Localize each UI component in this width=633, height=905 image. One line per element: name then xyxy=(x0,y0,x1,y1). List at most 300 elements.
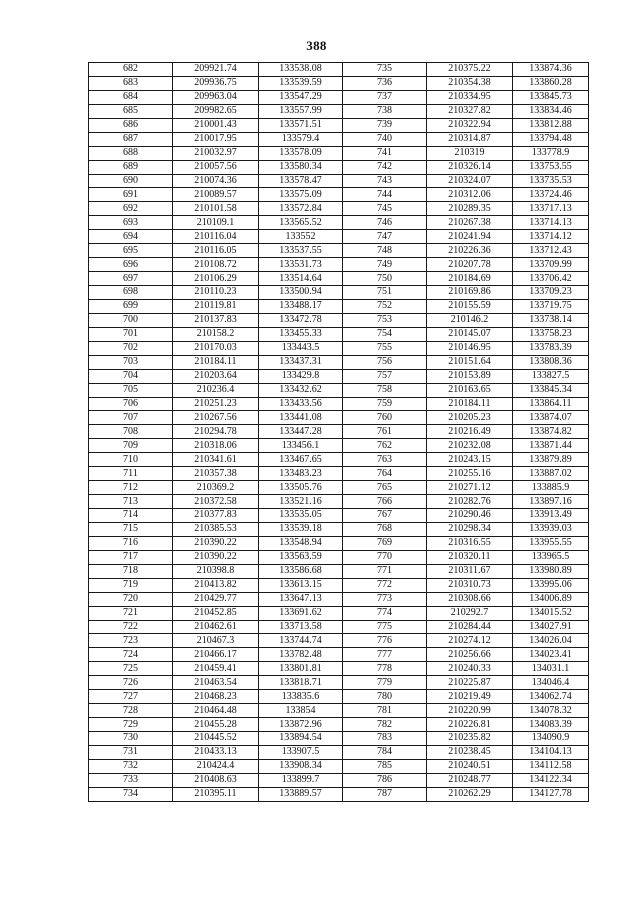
right-point-number-cell: 786 xyxy=(343,773,427,787)
right-x-coordinate-cell: 210320.11 xyxy=(427,550,513,564)
table-row xyxy=(89,355,589,369)
right-x-coordinate-cell: 210282.76 xyxy=(427,495,513,509)
table-row xyxy=(89,216,589,230)
left-point-number-cell: 697 xyxy=(89,272,173,286)
table-row xyxy=(89,634,589,648)
right-y-coordinate-cell: 133709.99 xyxy=(513,258,589,272)
right-y-coordinate-cell: 133794.48 xyxy=(513,132,589,146)
left-x-coordinate-cell: 210251.23 xyxy=(173,397,259,411)
left-point-number-cell: 682 xyxy=(89,63,173,77)
right-point-number-cell: 787 xyxy=(343,787,427,801)
left-y-coordinate-cell: 133579.4 xyxy=(259,132,343,146)
right-point-number-cell: 764 xyxy=(343,467,427,481)
left-x-coordinate-cell: 210119.81 xyxy=(173,299,259,313)
left-y-coordinate-cell: 133801.81 xyxy=(259,662,343,676)
left-x-coordinate-cell: 210466.17 xyxy=(173,648,259,662)
left-x-coordinate-cell: 210455.28 xyxy=(173,718,259,732)
right-y-coordinate-cell: 133864.11 xyxy=(513,397,589,411)
table-row xyxy=(89,718,589,732)
table-row xyxy=(89,773,589,787)
right-point-number-cell: 745 xyxy=(343,202,427,216)
right-point-number-cell: 759 xyxy=(343,397,427,411)
left-x-coordinate-cell: 210413.82 xyxy=(173,578,259,592)
right-point-number-cell: 748 xyxy=(343,244,427,258)
table-row xyxy=(89,160,589,174)
left-point-number-cell: 726 xyxy=(89,676,173,690)
left-point-number-cell: 730 xyxy=(89,732,173,746)
left-y-coordinate-cell: 133571.51 xyxy=(259,118,343,132)
left-y-coordinate-cell: 133505.76 xyxy=(259,481,343,495)
left-point-number-cell: 698 xyxy=(89,286,173,300)
table-row xyxy=(89,578,589,592)
left-point-number-cell: 733 xyxy=(89,773,173,787)
left-x-coordinate-cell: 209936.75 xyxy=(173,76,259,90)
right-x-coordinate-cell: 210334.95 xyxy=(427,90,513,104)
left-y-coordinate-cell: 133432.62 xyxy=(259,383,343,397)
left-point-number-cell: 689 xyxy=(89,160,173,174)
table-row xyxy=(89,411,589,425)
right-x-coordinate-cell: 210220.99 xyxy=(427,704,513,718)
right-point-number-cell: 753 xyxy=(343,313,427,327)
left-y-coordinate-cell: 133691.62 xyxy=(259,606,343,620)
right-point-number-cell: 762 xyxy=(343,439,427,453)
left-point-number-cell: 685 xyxy=(89,104,173,118)
left-x-coordinate-cell: 210385.53 xyxy=(173,522,259,536)
left-y-coordinate-cell: 133907.5 xyxy=(259,745,343,759)
left-x-coordinate-cell: 210294.78 xyxy=(173,425,259,439)
left-point-number-cell: 719 xyxy=(89,578,173,592)
right-point-number-cell: 761 xyxy=(343,425,427,439)
right-point-number-cell: 747 xyxy=(343,230,427,244)
right-point-number-cell: 760 xyxy=(343,411,427,425)
left-x-coordinate-cell: 210452.85 xyxy=(173,606,259,620)
table-row xyxy=(89,383,589,397)
right-y-coordinate-cell: 133980.89 xyxy=(513,564,589,578)
left-y-coordinate-cell: 133539.59 xyxy=(259,76,343,90)
right-x-coordinate-cell: 210163.65 xyxy=(427,383,513,397)
table-row xyxy=(89,467,589,481)
left-y-coordinate-cell: 133429.8 xyxy=(259,369,343,383)
left-y-coordinate-cell: 133782.48 xyxy=(259,648,343,662)
right-x-coordinate-cell: 210241.94 xyxy=(427,230,513,244)
table-row xyxy=(89,272,589,286)
table-row xyxy=(89,648,589,662)
table-row xyxy=(89,564,589,578)
right-point-number-cell: 773 xyxy=(343,592,427,606)
right-y-coordinate-cell: 133860.28 xyxy=(513,76,589,90)
right-point-number-cell: 736 xyxy=(343,76,427,90)
right-point-number-cell: 754 xyxy=(343,327,427,341)
right-x-coordinate-cell: 210240.33 xyxy=(427,662,513,676)
right-y-coordinate-cell: 133995.06 xyxy=(513,578,589,592)
left-y-coordinate-cell: 133472.78 xyxy=(259,313,343,327)
right-y-coordinate-cell: 133939.03 xyxy=(513,522,589,536)
left-point-number-cell: 701 xyxy=(89,327,173,341)
left-x-coordinate-cell: 210468.23 xyxy=(173,690,259,704)
left-x-coordinate-cell: 210089.57 xyxy=(173,188,259,202)
left-point-number-cell: 713 xyxy=(89,495,173,509)
left-point-number-cell: 732 xyxy=(89,759,173,773)
left-y-coordinate-cell: 133441.08 xyxy=(259,411,343,425)
table-row xyxy=(89,704,589,718)
right-y-coordinate-cell: 133845.73 xyxy=(513,90,589,104)
right-y-coordinate-cell: 133965.5 xyxy=(513,550,589,564)
table-row xyxy=(89,592,589,606)
right-x-coordinate-cell: 210225.87 xyxy=(427,676,513,690)
right-x-coordinate-cell: 210375.22 xyxy=(427,63,513,77)
right-x-coordinate-cell: 210205.23 xyxy=(427,411,513,425)
left-y-coordinate-cell: 133713.58 xyxy=(259,620,343,634)
right-y-coordinate-cell: 133735.53 xyxy=(513,174,589,188)
right-x-coordinate-cell: 210324.07 xyxy=(427,174,513,188)
right-x-coordinate-cell: 210232.08 xyxy=(427,439,513,453)
left-y-coordinate-cell: 133565.52 xyxy=(259,216,343,230)
right-point-number-cell: 735 xyxy=(343,63,427,77)
left-x-coordinate-cell: 210158.2 xyxy=(173,327,259,341)
coordinates-table xyxy=(88,62,589,802)
right-point-number-cell: 738 xyxy=(343,104,427,118)
left-x-coordinate-cell: 210398.8 xyxy=(173,564,259,578)
table-row xyxy=(89,522,589,536)
left-point-number-cell: 703 xyxy=(89,355,173,369)
left-point-number-cell: 729 xyxy=(89,718,173,732)
left-point-number-cell: 700 xyxy=(89,313,173,327)
table-row xyxy=(89,439,589,453)
right-x-coordinate-cell: 210312.06 xyxy=(427,188,513,202)
left-point-number-cell: 715 xyxy=(89,522,173,536)
right-y-coordinate-cell: 133887.02 xyxy=(513,467,589,481)
table-row xyxy=(89,258,589,272)
left-y-coordinate-cell: 133563.59 xyxy=(259,550,343,564)
table-row xyxy=(89,299,589,313)
right-y-coordinate-cell: 134015.52 xyxy=(513,606,589,620)
right-point-number-cell: 784 xyxy=(343,745,427,759)
left-x-coordinate-cell: 210377.83 xyxy=(173,509,259,523)
right-x-coordinate-cell: 210310.73 xyxy=(427,578,513,592)
right-point-number-cell: 781 xyxy=(343,704,427,718)
right-x-coordinate-cell: 210284.44 xyxy=(427,620,513,634)
left-x-coordinate-cell: 210108.72 xyxy=(173,258,259,272)
right-point-number-cell: 757 xyxy=(343,369,427,383)
right-x-coordinate-cell: 210207.78 xyxy=(427,258,513,272)
right-x-coordinate-cell: 210316.55 xyxy=(427,536,513,550)
left-point-number-cell: 731 xyxy=(89,745,173,759)
coordinates-table-body xyxy=(89,63,589,802)
right-x-coordinate-cell: 210327.82 xyxy=(427,104,513,118)
left-point-number-cell: 734 xyxy=(89,787,173,801)
right-y-coordinate-cell: 133874.36 xyxy=(513,63,589,77)
table-row xyxy=(89,230,589,244)
right-point-number-cell: 774 xyxy=(343,606,427,620)
left-y-coordinate-cell: 133538.08 xyxy=(259,63,343,77)
left-x-coordinate-cell: 210032.97 xyxy=(173,146,259,160)
table-row xyxy=(89,341,589,355)
table-row xyxy=(89,327,589,341)
right-y-coordinate-cell: 133871.44 xyxy=(513,439,589,453)
left-x-coordinate-cell: 210433.13 xyxy=(173,745,259,759)
right-point-number-cell: 771 xyxy=(343,564,427,578)
right-x-coordinate-cell: 210235.82 xyxy=(427,732,513,746)
right-x-coordinate-cell: 210298.34 xyxy=(427,522,513,536)
left-point-number-cell: 724 xyxy=(89,648,173,662)
table-row xyxy=(89,620,589,634)
table-row xyxy=(89,745,589,759)
right-point-number-cell: 779 xyxy=(343,676,427,690)
left-x-coordinate-cell: 210106.29 xyxy=(173,272,259,286)
left-x-coordinate-cell: 210057.56 xyxy=(173,160,259,174)
right-y-coordinate-cell: 133812.88 xyxy=(513,118,589,132)
table-row xyxy=(89,550,589,564)
right-x-coordinate-cell: 210169.86 xyxy=(427,286,513,300)
left-x-coordinate-cell: 209982.65 xyxy=(173,104,259,118)
right-x-coordinate-cell: 210243.15 xyxy=(427,453,513,467)
right-point-number-cell: 778 xyxy=(343,662,427,676)
right-point-number-cell: 770 xyxy=(343,550,427,564)
table-row xyxy=(89,104,589,118)
left-y-coordinate-cell: 133514.64 xyxy=(259,272,343,286)
left-point-number-cell: 694 xyxy=(89,230,173,244)
right-point-number-cell: 739 xyxy=(343,118,427,132)
left-x-coordinate-cell: 210101.58 xyxy=(173,202,259,216)
left-y-coordinate-cell: 133835.6 xyxy=(259,690,343,704)
left-y-coordinate-cell: 133531.73 xyxy=(259,258,343,272)
right-y-coordinate-cell: 133706.42 xyxy=(513,272,589,286)
table-row xyxy=(89,536,589,550)
left-point-number-cell: 710 xyxy=(89,453,173,467)
left-y-coordinate-cell: 133552 xyxy=(259,230,343,244)
table-row xyxy=(89,453,589,467)
right-x-coordinate-cell: 210226.36 xyxy=(427,244,513,258)
left-x-coordinate-cell: 210137.83 xyxy=(173,313,259,327)
right-x-coordinate-cell: 210267.38 xyxy=(427,216,513,230)
left-x-coordinate-cell: 210341.61 xyxy=(173,453,259,467)
table-row xyxy=(89,690,589,704)
table-row xyxy=(89,481,589,495)
right-x-coordinate-cell: 210290.46 xyxy=(427,509,513,523)
right-x-coordinate-cell: 210151.64 xyxy=(427,355,513,369)
right-x-coordinate-cell: 210226.81 xyxy=(427,718,513,732)
right-point-number-cell: 741 xyxy=(343,146,427,160)
right-x-coordinate-cell: 210354.38 xyxy=(427,76,513,90)
left-x-coordinate-cell: 210357.38 xyxy=(173,467,259,481)
left-x-coordinate-cell: 209963.04 xyxy=(173,90,259,104)
left-point-number-cell: 691 xyxy=(89,188,173,202)
left-x-coordinate-cell: 210390.22 xyxy=(173,550,259,564)
right-point-number-cell: 751 xyxy=(343,286,427,300)
right-y-coordinate-cell: 133712.43 xyxy=(513,244,589,258)
right-y-coordinate-cell: 133808.36 xyxy=(513,355,589,369)
left-y-coordinate-cell: 133854 xyxy=(259,704,343,718)
table-row xyxy=(89,509,589,523)
right-point-number-cell: 767 xyxy=(343,509,427,523)
right-point-number-cell: 769 xyxy=(343,536,427,550)
left-point-number-cell: 695 xyxy=(89,244,173,258)
left-y-coordinate-cell: 133447.28 xyxy=(259,425,343,439)
left-y-coordinate-cell: 133455.33 xyxy=(259,327,343,341)
right-x-coordinate-cell: 210262.29 xyxy=(427,787,513,801)
left-point-number-cell: 717 xyxy=(89,550,173,564)
right-x-coordinate-cell: 210289.35 xyxy=(427,202,513,216)
left-point-number-cell: 721 xyxy=(89,606,173,620)
table-row xyxy=(89,76,589,90)
right-y-coordinate-cell: 134026.04 xyxy=(513,634,589,648)
left-point-number-cell: 712 xyxy=(89,481,173,495)
left-y-coordinate-cell: 133872.96 xyxy=(259,718,343,732)
left-y-coordinate-cell: 133539.18 xyxy=(259,522,343,536)
left-y-coordinate-cell: 133548.94 xyxy=(259,536,343,550)
left-x-coordinate-cell: 210429.77 xyxy=(173,592,259,606)
right-x-coordinate-cell: 210145.07 xyxy=(427,327,513,341)
left-y-coordinate-cell: 133894.54 xyxy=(259,732,343,746)
table-row xyxy=(89,425,589,439)
right-point-number-cell: 783 xyxy=(343,732,427,746)
right-point-number-cell: 746 xyxy=(343,216,427,230)
right-y-coordinate-cell: 133758.23 xyxy=(513,327,589,341)
left-y-coordinate-cell: 133535.05 xyxy=(259,509,343,523)
left-x-coordinate-cell: 210467.3 xyxy=(173,634,259,648)
right-point-number-cell: 755 xyxy=(343,341,427,355)
left-x-coordinate-cell: 210001.43 xyxy=(173,118,259,132)
right-y-coordinate-cell: 134078.32 xyxy=(513,704,589,718)
table-row xyxy=(89,606,589,620)
left-y-coordinate-cell: 133500.94 xyxy=(259,286,343,300)
right-y-coordinate-cell: 133738.14 xyxy=(513,313,589,327)
left-point-number-cell: 728 xyxy=(89,704,173,718)
right-y-coordinate-cell: 133709.23 xyxy=(513,286,589,300)
left-y-coordinate-cell: 133521.16 xyxy=(259,495,343,509)
left-y-coordinate-cell: 133557.99 xyxy=(259,104,343,118)
left-y-coordinate-cell: 133437.31 xyxy=(259,355,343,369)
left-y-coordinate-cell: 133647.13 xyxy=(259,592,343,606)
right-x-coordinate-cell: 210248.77 xyxy=(427,773,513,787)
right-x-coordinate-cell: 210238.45 xyxy=(427,745,513,759)
left-point-number-cell: 727 xyxy=(89,690,173,704)
right-y-coordinate-cell: 133778.9 xyxy=(513,146,589,160)
left-x-coordinate-cell: 210184.11 xyxy=(173,355,259,369)
right-point-number-cell: 758 xyxy=(343,383,427,397)
left-point-number-cell: 720 xyxy=(89,592,173,606)
right-y-coordinate-cell: 134127.78 xyxy=(513,787,589,801)
right-y-coordinate-cell: 133714.13 xyxy=(513,216,589,230)
left-point-number-cell: 683 xyxy=(89,76,173,90)
left-x-coordinate-cell: 210017.95 xyxy=(173,132,259,146)
left-x-coordinate-cell: 210074.36 xyxy=(173,174,259,188)
right-y-coordinate-cell: 133753.55 xyxy=(513,160,589,174)
table-row xyxy=(89,132,589,146)
right-y-coordinate-cell: 133717.13 xyxy=(513,202,589,216)
left-point-number-cell: 704 xyxy=(89,369,173,383)
left-y-coordinate-cell: 133908.34 xyxy=(259,759,343,773)
left-y-coordinate-cell: 133467.65 xyxy=(259,453,343,467)
right-point-number-cell: 752 xyxy=(343,299,427,313)
left-point-number-cell: 708 xyxy=(89,425,173,439)
table-row xyxy=(89,662,589,676)
right-y-coordinate-cell: 133845.34 xyxy=(513,383,589,397)
left-x-coordinate-cell: 210170.03 xyxy=(173,341,259,355)
table-row xyxy=(89,63,589,77)
right-y-coordinate-cell: 134122.34 xyxy=(513,773,589,787)
left-x-coordinate-cell: 210236.4 xyxy=(173,383,259,397)
left-x-coordinate-cell: 210445.52 xyxy=(173,732,259,746)
left-x-coordinate-cell: 210267.56 xyxy=(173,411,259,425)
right-x-coordinate-cell: 210184.11 xyxy=(427,397,513,411)
table-row xyxy=(89,495,589,509)
left-y-coordinate-cell: 133572.84 xyxy=(259,202,343,216)
left-y-coordinate-cell: 133547.29 xyxy=(259,90,343,104)
left-x-coordinate-cell: 210116.05 xyxy=(173,244,259,258)
right-x-coordinate-cell: 210219.49 xyxy=(427,690,513,704)
right-x-coordinate-cell: 210256.66 xyxy=(427,648,513,662)
right-x-coordinate-cell: 210146.2 xyxy=(427,313,513,327)
left-point-number-cell: 725 xyxy=(89,662,173,676)
table-row xyxy=(89,202,589,216)
left-point-number-cell: 686 xyxy=(89,118,173,132)
right-y-coordinate-cell: 133913.49 xyxy=(513,509,589,523)
left-x-coordinate-cell: 210203.64 xyxy=(173,369,259,383)
left-x-coordinate-cell: 210318.06 xyxy=(173,439,259,453)
left-point-number-cell: 696 xyxy=(89,258,173,272)
table-row xyxy=(89,397,589,411)
right-point-number-cell: 772 xyxy=(343,578,427,592)
table-row xyxy=(89,90,589,104)
right-x-coordinate-cell: 210255.16 xyxy=(427,467,513,481)
right-y-coordinate-cell: 134112.58 xyxy=(513,759,589,773)
right-point-number-cell: 765 xyxy=(343,481,427,495)
left-y-coordinate-cell: 133433.56 xyxy=(259,397,343,411)
left-y-coordinate-cell: 133818.71 xyxy=(259,676,343,690)
right-y-coordinate-cell: 134023.41 xyxy=(513,648,589,662)
right-x-coordinate-cell: 210326.14 xyxy=(427,160,513,174)
left-x-coordinate-cell: 210462.61 xyxy=(173,620,259,634)
left-y-coordinate-cell: 133443.5 xyxy=(259,341,343,355)
right-y-coordinate-cell: 133874.82 xyxy=(513,425,589,439)
left-point-number-cell: 693 xyxy=(89,216,173,230)
right-y-coordinate-cell: 134046.4 xyxy=(513,676,589,690)
left-y-coordinate-cell: 133575.09 xyxy=(259,188,343,202)
left-y-coordinate-cell: 133488.17 xyxy=(259,299,343,313)
right-x-coordinate-cell: 210216.49 xyxy=(427,425,513,439)
table-row xyxy=(89,676,589,690)
left-point-number-cell: 709 xyxy=(89,439,173,453)
left-point-number-cell: 699 xyxy=(89,299,173,313)
right-point-number-cell: 785 xyxy=(343,759,427,773)
right-x-coordinate-cell: 210314.87 xyxy=(427,132,513,146)
table-row xyxy=(89,146,589,160)
left-y-coordinate-cell: 133586.68 xyxy=(259,564,343,578)
table-row xyxy=(89,732,589,746)
right-y-coordinate-cell: 133827.5 xyxy=(513,369,589,383)
right-x-coordinate-cell: 210155.59 xyxy=(427,299,513,313)
left-point-number-cell: 716 xyxy=(89,536,173,550)
right-point-number-cell: 744 xyxy=(343,188,427,202)
left-x-coordinate-cell: 210459.41 xyxy=(173,662,259,676)
left-y-coordinate-cell: 133578.09 xyxy=(259,146,343,160)
right-y-coordinate-cell: 133874.07 xyxy=(513,411,589,425)
right-y-coordinate-cell: 134083.39 xyxy=(513,718,589,732)
left-x-coordinate-cell: 210116.04 xyxy=(173,230,259,244)
right-y-coordinate-cell: 133955.55 xyxy=(513,536,589,550)
table-row xyxy=(89,286,589,300)
left-point-number-cell: 711 xyxy=(89,467,173,481)
right-x-coordinate-cell: 210308.66 xyxy=(427,592,513,606)
table-row xyxy=(89,759,589,773)
left-point-number-cell: 718 xyxy=(89,564,173,578)
left-y-coordinate-cell: 133613.15 xyxy=(259,578,343,592)
left-point-number-cell: 705 xyxy=(89,383,173,397)
right-x-coordinate-cell: 210311.67 xyxy=(427,564,513,578)
left-x-coordinate-cell: 210390.22 xyxy=(173,536,259,550)
left-y-coordinate-cell: 133899.7 xyxy=(259,773,343,787)
